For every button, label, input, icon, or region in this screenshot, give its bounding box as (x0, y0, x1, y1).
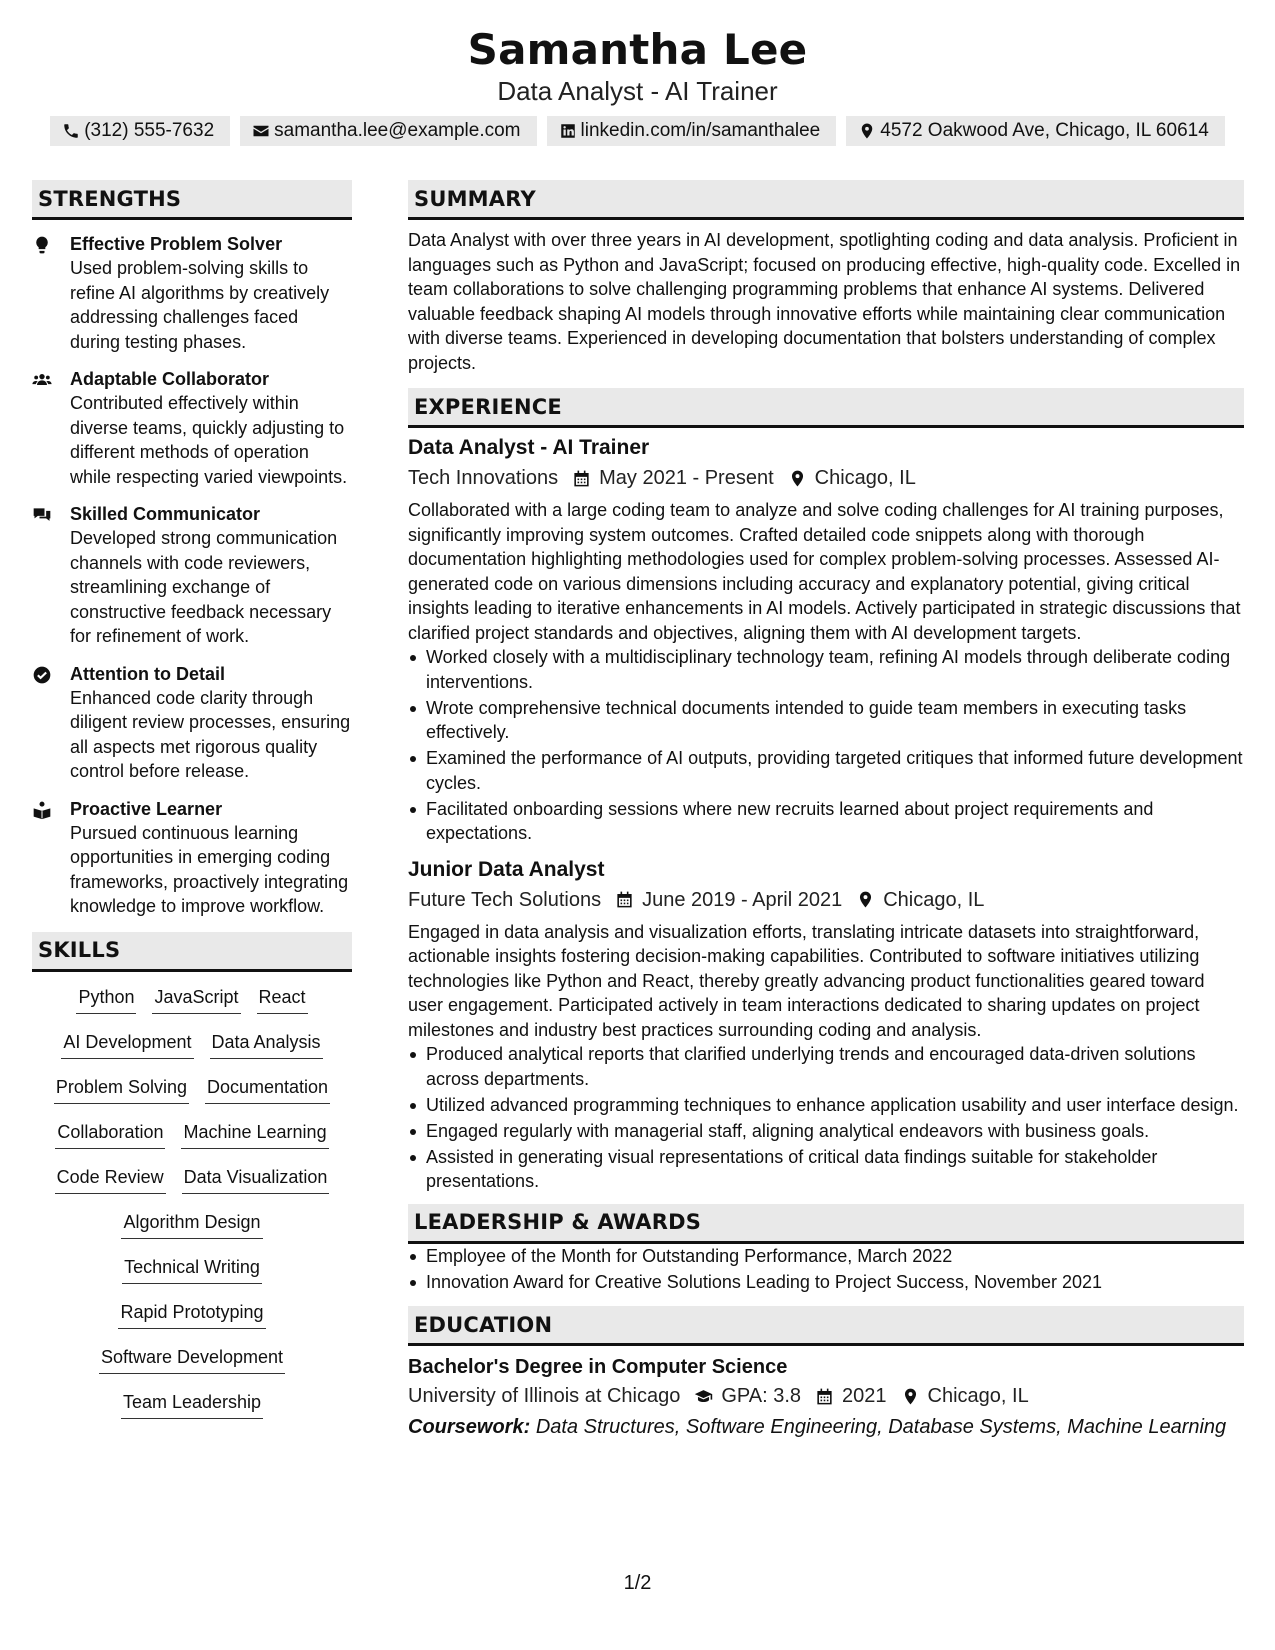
graduation-cap-icon (694, 1387, 713, 1406)
coursework (408, 1412, 1244, 1442)
job-title: Data Analyst - AI Trainer (408, 436, 650, 459)
graduation-year: 2021 (842, 1385, 887, 1407)
strength-desc: Enhanced code clarity through diligent review processes, ensuring all aspects met rigorous quality control before release. (70, 687, 351, 781)
linkedin-icon (559, 122, 577, 140)
strength-item (32, 367, 352, 489)
job-bullet: Produced analytical reports that clarified underlying trends and encouraged data-driven solutions across departments. (408, 1042, 1244, 1091)
skill-tag: Software Development (99, 1344, 285, 1374)
skill-row (32, 1389, 352, 1434)
job-description: Collaborated with a large coding team to analyze and solve coding challenges for AI training purposes, significantly improving system outcomes. Crafted detailed code snippets along with thorough documentation highlighting methodologies used for complex problem-solving processes. Assessed AI-generated code on various dimensions including accuracy and explanatory potential, giving critical insights leading to iterative enhancements in AI models. Actively participated in strategic discussions that clarified project standards and objectives, aligning them with AI development targets. (408, 500, 1241, 643)
skill-tag: Documentation (205, 1074, 330, 1104)
phone-icon (62, 122, 80, 140)
leadership-heading: LEADERSHIP & AWARDS (408, 1204, 1244, 1244)
job-bullet: Wrote comprehensive technical documents intended to guide team members in executing tasks effectively. (408, 696, 1244, 745)
skill-tag: Problem Solving (54, 1074, 189, 1104)
skill-tag: Technical Writing (122, 1254, 262, 1284)
contact-email-text[interactable]: samantha.lee@example.com (274, 120, 521, 141)
skill-tag: Algorithm Design (121, 1209, 262, 1239)
location-icon (856, 890, 875, 909)
strength-item (32, 797, 352, 919)
skill-tag: Python (76, 984, 136, 1014)
skill-row (32, 1164, 352, 1209)
coursework-label: Coursework: (408, 1416, 531, 1438)
strength-title: Adaptable Collaborator (70, 369, 270, 389)
skills-list (32, 984, 352, 1434)
award-item: Innovation Award for Creative Solutions Leading to Project Success, November 2021 (408, 1270, 1244, 1295)
education-heading: EDUCATION (408, 1306, 1244, 1346)
left-column (32, 180, 352, 1434)
job-company: Future Tech Solutions (408, 888, 602, 911)
strength-title: Skilled Communicator (70, 504, 261, 524)
job-bullet: Worked closely with a multidisciplinary technology team, refining AI models through deliberate coding interventions. (408, 645, 1244, 694)
job-description: Engaged in data analysis and visualization efforts, translating intricate datasets into straightforward, actionable insights fostering decision-making capabilities. Contributed to software initiatives utilizing technologies like Python and React, thereby greatly advancing product functionalities geared toward user engagement. Participated actively in team interactions dedicated to sharing updates on project milestones and industry best practices surrounding coding and analysis. (408, 921, 1205, 1040)
skill-row (32, 1344, 352, 1389)
summary-heading: SUMMARY (408, 180, 1244, 220)
skill-tag: Data Analysis (210, 1029, 323, 1059)
contact-phone (50, 116, 230, 146)
gpa: GPA: 3.8 (721, 1385, 802, 1407)
job-company: Tech Innovations (408, 467, 559, 489)
location-icon (788, 469, 807, 488)
skills-heading: SKILLS (32, 932, 352, 972)
skill-tag: Data Visualization (182, 1164, 330, 1194)
job-meta (408, 885, 1244, 915)
skill-row (32, 984, 352, 1029)
job-location: Chicago, IL (883, 888, 985, 911)
education-meta (408, 1381, 1244, 1411)
job-bullet: Examined the performance of AI outputs, providing targeted critiques that informed future development cycles. (408, 746, 1244, 795)
contact-address-text: 4572 Oakwood Ave, Chicago, IL 60614 (880, 120, 1209, 141)
skill-tag: JavaScript (152, 984, 240, 1014)
job-dates: May 2021 - Present (599, 467, 774, 489)
skill-tag: Code Review (55, 1164, 166, 1194)
skill-row (32, 1074, 352, 1119)
strength-desc: Developed strong communication channels with code reviewers, streamlining exchange of constructive feedback necessary for refinement of work. (70, 528, 338, 646)
resume-header (0, 0, 1275, 146)
job-entry (408, 434, 1244, 846)
contact-email[interactable] (240, 116, 536, 146)
strength-item (32, 232, 352, 354)
skill-tag: Team Leadership (121, 1389, 263, 1419)
strength-title: Proactive Learner (70, 798, 223, 819)
strength-item (32, 502, 352, 649)
skill-tag: Collaboration (55, 1119, 165, 1149)
calendar-icon (615, 890, 634, 909)
location-icon (901, 1387, 920, 1406)
lightbulb-icon (32, 235, 52, 255)
skill-row (32, 1209, 352, 1254)
page-number: 1/2 (623, 1572, 652, 1594)
job-bullet: Engaged regularly with managerial staff, aligning analytical endeavors with business goals. (408, 1119, 1244, 1144)
right-column (408, 180, 1244, 1442)
job-meta (408, 463, 1244, 493)
strength-item (32, 662, 352, 784)
coursework-list: Data Structures, Software Engineering, Database Systems, Machine Learning (535, 1416, 1227, 1438)
degree-title: Bachelor's Degree in Computer Science (408, 1356, 788, 1378)
skill-row (32, 1254, 352, 1299)
strength-desc: Contributed effectively within diverse teams, quickly adjusting to different methods of operation while respecting varied viewpoints. (70, 393, 348, 487)
candidate-role: Data Analyst - AI Trainer (497, 76, 778, 106)
contact-address (846, 116, 1225, 146)
job-dates: June 2019 - April 2021 (642, 888, 843, 911)
candidate-name: Samantha Lee (467, 25, 808, 74)
school-location: Chicago, IL (927, 1385, 1029, 1407)
job-bullet: Assisted in generating visual representations of critical data findings suitable for stakeholder presentations. (408, 1145, 1244, 1194)
strengths-list (32, 232, 352, 919)
award-item: Employee of the Month for Outstanding Performance, March 2022 (408, 1244, 1244, 1269)
check-circle-icon (32, 665, 52, 685)
contact-linkedin-text[interactable]: linkedin.com/in/samanthalee (580, 120, 821, 141)
school-name: University of Illinois at Chicago (408, 1385, 681, 1407)
strength-title: Attention to Detail (70, 663, 225, 684)
strength-desc: Pursued continuous learning opportunities in emerging coding frameworks, proactively integrating knowledge to improve workflow. (70, 822, 349, 916)
summary-text: Data Analyst with over three years in AI development, spotlighting coding and data analysis. Proficient in languages such as Python and JavaScript; focused on producing effective, high-quality code. Excelled in team collaborations to solve challenging programming problems that enhance AI systems. Delivered valuable feedback shaping AI models through innovative efforts while maintaining clear communication with diverse teams. Experienced in developing documentation that bolsters understanding of complex projects. (408, 230, 1241, 373)
location-icon (858, 122, 876, 140)
job-bullets (408, 645, 1244, 846)
job-entry (408, 856, 1244, 1194)
job-bullet: Utilized advanced programming techniques to enhance application usability and user interface design. (408, 1093, 1244, 1118)
strengths-heading: STRENGTHS (32, 180, 352, 220)
skill-row (32, 1299, 352, 1344)
contact-bar (0, 116, 1275, 146)
skill-row (32, 1029, 352, 1074)
skill-tag: Machine Learning (181, 1119, 328, 1149)
strength-title: Effective Problem Solver (70, 234, 283, 254)
calendar-icon (815, 1387, 834, 1406)
job-title: Junior Data Analyst (408, 857, 605, 881)
envelope-icon (252, 122, 270, 140)
contact-phone-text: (312) 555-7632 (84, 120, 215, 141)
reader-icon (32, 800, 52, 820)
strength-desc: Used problem-solving skills to refine AI algorithms by creatively addressing challenges faced during testing phases. (70, 258, 330, 352)
comments-icon (32, 505, 52, 525)
experience-heading: EXPERIENCE (408, 388, 1244, 428)
job-bullet: Facilitated onboarding sessions where new recruits learned about project requirements and expectations. (408, 797, 1244, 846)
job-bullets (408, 1042, 1244, 1194)
skill-tag: AI Development (61, 1029, 193, 1059)
skill-tag: Rapid Prototyping (118, 1299, 265, 1329)
skill-row (32, 1119, 352, 1164)
calendar-icon (572, 469, 591, 488)
users-icon (32, 370, 52, 390)
job-location: Chicago, IL (814, 467, 916, 489)
contact-linkedin[interactable] (547, 116, 837, 146)
skill-tag: React (257, 984, 308, 1014)
awards-list (408, 1244, 1244, 1295)
